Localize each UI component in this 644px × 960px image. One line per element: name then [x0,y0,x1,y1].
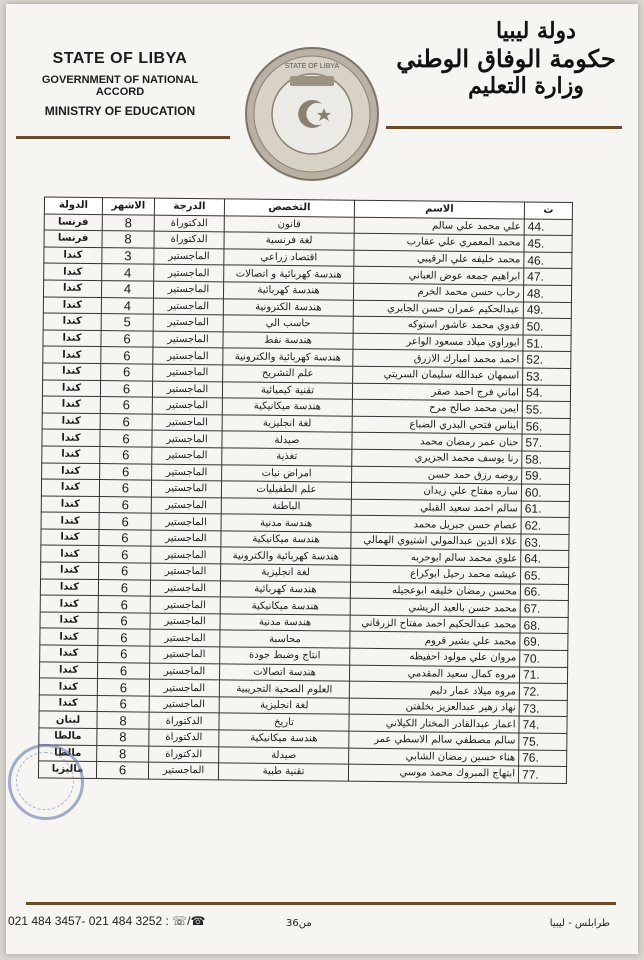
row-degree: الماجستير [151,530,221,547]
row-months: 4 [101,297,153,314]
footer-city: طرابلس - ليبيا [549,918,610,929]
row-number: 61. [521,501,569,518]
row-name: علوي محمد سالم ابوحربه [351,549,521,567]
row-country: كندا [41,529,99,546]
row-country: كندا [43,346,101,363]
row-specialty: صيدلة [222,431,352,449]
row-specialty: هندسة ميكانيكية [221,531,351,549]
row-specialty: هندسة مدنية [221,514,351,532]
row-country: كندا [41,496,99,513]
row-specialty: هندسة كهربائية [223,282,353,300]
row-country: كندا [39,662,97,679]
row-number: 66. [520,584,568,601]
row-name: محمد المعمري علي عقارب [354,233,524,251]
row-name: مروه ميلاد عمار دليم [349,681,519,699]
row-name: مروه كمال سعيد المقدمي [349,665,519,683]
row-months: 8 [97,712,149,729]
row-country: كندا [39,695,97,712]
header-government-en: GOVERNMENT OF NATIONAL ACCORD [41,74,199,98]
row-degree: الماجستير [150,613,220,630]
row-name: حنان عمر رمضان محمد [352,433,522,451]
row-country: كندا [40,579,98,596]
row-degree: الماجستير [150,596,220,613]
row-name: ابوراوي ميلاد مسعود الواعر [353,333,523,351]
row-number: 50. [523,318,571,335]
row-months: 6 [100,463,152,480]
row-country: كندا [43,363,101,380]
row-country: ماليزيا [38,761,96,778]
row-specialty: لغة انجليزية [219,697,349,715]
header-state-en: STATE OF LIBYA [52,50,188,67]
row-specialty: هندسة كهربائية والكترونية [221,547,351,565]
row-name: احمد محمد امبارك الازرق [353,350,523,368]
row-months: 6 [96,762,148,779]
row-degree: الماجستير [150,630,220,647]
header-state-ar: دولة ليبيا [496,18,576,44]
row-degree: الماجستير [151,563,221,580]
row-months: 6 [100,413,152,430]
row-months: 8 [102,214,154,231]
row-months: 6 [98,612,150,629]
row-months: 6 [97,679,149,696]
row-months: 6 [97,662,149,679]
row-number: 48. [523,285,571,302]
row-number: 55. [522,401,570,418]
col-header-country: الدولة [44,197,102,214]
row-months: 3 [102,247,154,264]
row-name: سالم مصطفي سالم الاسطي عمر [349,731,519,749]
row-number: 68. [520,617,568,634]
row-specialty: هندسة ميكانيكية [220,597,350,615]
row-number: 63. [521,534,569,551]
row-country: لبنان [39,711,97,728]
row-months: 8 [97,729,149,746]
row-months: 6 [100,397,152,414]
row-country: كندا [43,280,101,297]
row-degree: الماجستير [149,679,219,696]
row-number: 46. [524,252,572,269]
header-rule-left [16,136,230,139]
row-specialty: محاسبة [220,630,350,648]
row-degree: الدكتوراة [154,231,224,248]
row-months: 6 [98,579,150,596]
row-country: كندا [40,628,98,645]
row-degree: الماجستير [152,397,222,414]
row-specialty: علم الطفيليات [221,481,351,499]
row-country: كندا [43,313,101,330]
row-degree: الماجستير [149,663,219,680]
row-specialty: انتاج وضبط جودة [220,647,350,665]
row-name: ساره مفتاح علي زيدان [351,482,521,500]
row-number: 58. [522,451,570,468]
row-number: 51. [523,335,571,352]
row-specialty: لغة انجليزية [222,415,352,433]
row-country: كندا [41,545,99,562]
row-degree: الدكتوراة [149,729,219,746]
row-name: محمد حسن بالعيد الريشي [350,598,520,616]
row-country: كندا [41,479,99,496]
row-specialty: هندسة ميكانيكية [222,398,352,416]
row-degree: الدكتوراة [149,746,219,763]
arabic-header [396,18,616,99]
row-specialty: هندسة كهربائية و اتصالات [224,265,354,283]
footer-phones: 021 484 3457- 021 484 3252 : ☏/☎ [8,914,206,928]
row-specialty: تقنية طبية [218,763,348,781]
row-name: علاء الدين عبدالمولي اشتيوي الهمالي [351,532,521,550]
row-name: علي محمد علي سالم [354,217,524,235]
state-seal-icon [244,46,380,182]
row-name: فدوي محمد عاشور استوكه [353,316,523,334]
scholarship-table [38,196,573,783]
row-specialty: هندسة كهربائية [220,580,350,598]
row-specialty: هندسة ميكانيكية [219,730,349,748]
row-country: كندا [42,429,100,446]
row-name: اماني فرج احمد صقر [352,383,522,401]
col-header-degree: الدرجة [154,198,224,215]
row-specialty: لغة فرنسية [224,232,354,250]
row-degree: الماجستير [153,314,223,331]
col-header-name: الاسم [354,200,524,218]
row-degree: الماجستير [152,464,222,481]
row-name: محمد علي بشير قروم [350,632,520,650]
row-specialty: هندسة مدنية [220,614,350,632]
row-country: كندا [40,595,98,612]
row-specialty: تغذية [222,448,352,466]
row-number: 75. [519,733,567,750]
row-specialty: هندسة نفط [223,332,353,350]
row-degree: الدكتوراة [154,215,224,232]
row-months: 6 [99,480,151,497]
col-header-specialty: التخصص [224,199,354,217]
row-country: كندا [44,263,102,280]
row-number: 62. [521,517,569,534]
row-months: 4 [101,281,153,298]
row-specialty: علم التشريح [223,365,353,383]
header-rule-right [386,126,622,129]
document-page [6,4,638,954]
row-number: 65. [521,567,569,584]
row-degree: الماجستير [152,414,222,431]
row-specialty: هندسة كهربائية والكترونية [223,348,353,366]
row-specialty: الباطنة [221,498,351,516]
english-header [20,50,220,118]
row-name: سالم احمد سعيد القبلي [351,499,521,517]
row-months: 6 [99,563,151,580]
row-specialty: حاسب الي [223,315,353,333]
col-header-months: الاشهر [102,198,154,215]
row-months: 6 [99,513,151,530]
row-degree: الماجستير [152,430,222,447]
row-number: 44. [524,219,572,236]
header-ministry-ar: وزارة التعليم [468,73,584,99]
row-degree: الماجستير [154,248,224,265]
row-number: 52. [523,351,571,368]
row-name: عصام حسن جبريل محمد [351,515,521,533]
row-months: 6 [97,695,149,712]
row-months: 6 [100,430,152,447]
row-number: 73. [519,700,567,717]
row-country: مالطا [39,745,97,762]
footer-page-number: 3من6 [286,918,312,929]
row-name: ابراهيم جمعه عوض العباني [354,267,524,285]
row-months: 6 [98,629,150,646]
row-specialty: لغة انجليزية [221,564,351,582]
row-degree: الماجستير [153,281,223,298]
row-name: محمد عبدالحكيم احمد مفتاح الزرقاني [350,615,520,633]
row-degree: الماجستير [149,696,219,713]
row-months: 6 [101,364,153,381]
row-degree: الماجستير [151,547,221,564]
row-country: كندا [44,247,102,264]
row-name: نهاد زهير عبدالعزيز بخلفتن [349,698,519,716]
row-country: كندا [41,562,99,579]
col-header-num: ت [524,202,572,219]
row-degree: الماجستير [153,298,223,315]
row-months: 6 [99,496,151,513]
row-degree: الماجستير [151,480,221,497]
row-number: 47. [524,268,572,285]
row-number: 53. [523,368,571,385]
row-degree: الماجستير [154,264,224,281]
row-degree: الماجستير [152,381,222,398]
row-specialty: قانون [224,215,354,233]
row-name: عيشه محمد رحيل ابوكراع [351,565,521,583]
row-name: محسن رمضان خليفه ابوعجيله [350,582,520,600]
row-months: 5 [101,314,153,331]
row-months: 8 [97,745,149,762]
row-country: مالطا [39,728,97,745]
row-degree: الماجستير [153,347,223,364]
row-specialty: تقنية كيميائية [222,381,352,399]
row-number: 64. [521,550,569,567]
row-degree: الماجستير [148,762,218,779]
seal-text: STATE OF LIBYA [284,63,340,70]
row-number: 59. [522,467,570,484]
row-number: 67. [520,600,568,617]
row-number: 69. [520,633,568,650]
row-name: ايمن محمد صالح مرح [352,399,522,417]
row-number: 74. [519,716,567,733]
row-name: محمد خليفه علي الرقيبي [354,250,524,268]
row-country: كندا [39,678,97,695]
row-specialty: امراض نبات [222,464,352,482]
row-degree: الماجستير [151,513,221,530]
row-degree: الدكتوراة [149,712,219,729]
row-name: اعمار عبدالقادر المختار الكيلاني [349,715,519,733]
row-degree: الماجستير [150,580,220,597]
row-name: عبدالحكيم عمران حسن الجابري [353,300,523,318]
row-country: فرنسا [44,230,102,247]
row-country: كندا [40,645,98,662]
row-degree: الماجستير [153,364,223,381]
row-months: 6 [100,446,152,463]
row-degree: الماجستير [152,447,222,464]
row-specialty: اقتصاد زراعي [224,249,354,267]
row-number: 49. [523,302,571,319]
row-specialty: العلوم الصحية التجريبية [219,680,349,698]
row-country: كندا [40,612,98,629]
row-name: ايناس فتحي البدري الضباع [352,416,522,434]
row-months: 6 [100,380,152,397]
row-name: روضه رزق حمد حسن [352,466,522,484]
row-name: مروان علي مولود احفيظه [350,648,520,666]
row-country: كندا [42,413,100,430]
row-degree: الماجستير [150,646,220,663]
row-country: فرنسا [44,214,102,231]
row-number: 71. [519,667,567,684]
header-ministry-en: MINISTRY OF EDUCATION [44,104,196,118]
row-name: ابتهاج المبروك محمد موسي [348,764,518,782]
row-months: 6 [101,347,153,364]
row-name: رنا يوسف محمد الجزيري [352,449,522,467]
row-specialty: هندسة اتصالات [219,663,349,681]
row-name: هناء حسين رمضان الشابي [349,748,519,766]
row-name: رحاب حسن محمد الخرم [353,283,523,301]
row-number: 76. [519,750,567,767]
row-specialty: صيدلة [219,746,349,764]
row-country: كندا [42,396,100,413]
row-country: كندا [43,297,101,314]
row-number: 54. [522,385,570,402]
row-degree: الماجستير [153,331,223,348]
row-country: كندا [42,379,100,396]
row-name: اسمهان عبدالله سليمان السريتي [353,366,523,384]
row-specialty: تاريخ [219,713,349,731]
row-country: كندا [42,462,100,479]
row-number: 57. [522,434,570,451]
row-months: 4 [102,264,154,281]
row-months: 6 [99,529,151,546]
row-degree: الماجستير [151,497,221,514]
row-months: 6 [98,646,150,663]
row-number: 60. [521,484,569,501]
row-country: كندا [42,446,100,463]
row-number: 70. [520,650,568,667]
row-number: 77. [518,766,566,783]
row-number: 56. [522,418,570,435]
row-specialty: هندسة الكترونية [223,298,353,316]
row-number: 72. [519,683,567,700]
row-months: 8 [102,231,154,248]
header-government-ar: حكومة الوفاق الوطني [396,44,616,73]
row-country: كندا [43,330,101,347]
row-months: 6 [98,596,150,613]
row-months: 6 [101,330,153,347]
row-months: 6 [99,546,151,563]
row-country: كندا [41,512,99,529]
row-number: 45. [524,235,572,252]
stamp-inner-ring [16,752,74,810]
footer-rule [26,902,616,905]
